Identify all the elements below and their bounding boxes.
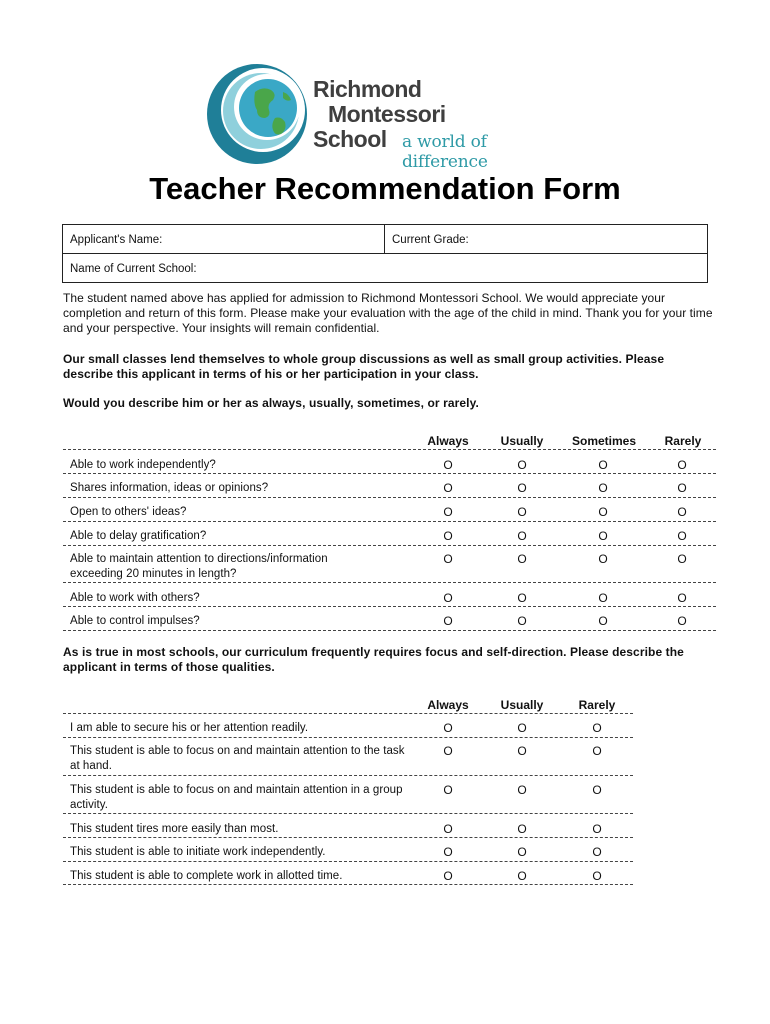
s1-option-sometimes[interactable]: O — [598, 614, 608, 628]
s2-header-always: Always — [427, 698, 469, 712]
s1-header-always: Always — [427, 434, 469, 448]
logo-text-line2: Montessori — [328, 101, 446, 127]
intro-paragraph: The student named above has applied for admission to Richmond Montessori School. We would appreciate your completion and return of this form. Please make your evaluation with the age of the child in mind. Thank you for your time and your perspective. Your insights will remain confidential. — [63, 291, 713, 335]
divider — [63, 606, 716, 607]
s1-option-always[interactable]: O — [443, 614, 453, 628]
s1-option-rarely[interactable]: O — [677, 614, 687, 628]
s2-option-rarely[interactable]: O — [592, 869, 602, 883]
s1-option-usually[interactable]: O — [517, 505, 527, 519]
s1-option-always[interactable]: O — [443, 529, 453, 543]
s1-row-label: Open to others' ideas? — [70, 506, 187, 518]
s1-option-sometimes[interactable]: O — [598, 505, 608, 519]
divider — [63, 837, 633, 838]
section1-prompt: Would you describe him or her as always, usually, sometimes, or rarely. — [63, 396, 479, 410]
s1-header-rarely: Rarely — [664, 434, 702, 448]
s2-option-usually[interactable]: O — [517, 744, 527, 758]
school-logo — [207, 62, 567, 172]
divider — [63, 630, 716, 631]
divider — [63, 861, 633, 862]
s1-header-sometimes: Sometimes — [571, 434, 637, 448]
divider — [63, 545, 716, 546]
s2-option-rarely[interactable]: O — [592, 845, 602, 859]
current-school-field[interactable]: Name of Current School: — [70, 263, 197, 275]
s2-option-usually[interactable]: O — [517, 721, 527, 735]
s1-row-label: Able to delay gratification? — [70, 530, 207, 542]
s2-option-always[interactable]: O — [443, 783, 453, 797]
s1-option-usually[interactable]: O — [517, 614, 527, 628]
s2-option-always[interactable]: O — [443, 721, 453, 735]
divider — [63, 713, 633, 714]
s1-option-rarely[interactable]: O — [677, 552, 687, 566]
s1-option-usually[interactable]: O — [517, 552, 527, 566]
s2-option-usually[interactable]: O — [517, 822, 527, 836]
divider — [63, 775, 633, 776]
s2-option-usually[interactable]: O — [517, 783, 527, 797]
logo-text-line3: School — [313, 126, 387, 152]
s2-row-label: This student is able to focus on and maintain attention in a group activity. — [70, 784, 403, 811]
s1-option-always[interactable]: O — [443, 481, 453, 495]
section1-question: Our small classes lend themselves to whole group discussions as well as small group activities. Please describe this applicant in terms of his or her participation in your class. — [63, 352, 665, 381]
s2-option-always[interactable]: O — [443, 845, 453, 859]
s1-row-label: Able to maintain attention to directions/information exceeding 20 minutes in length? — [70, 553, 328, 580]
s1-row-label: Shares information, ideas or opinions? — [70, 482, 269, 494]
s1-option-usually[interactable]: O — [517, 458, 527, 472]
s1-option-rarely[interactable]: O — [677, 505, 687, 519]
s1-option-usually[interactable]: O — [517, 591, 527, 605]
s1-option-sometimes[interactable]: O — [598, 481, 608, 495]
s1-option-sometimes[interactable]: O — [598, 552, 608, 566]
s2-row-label: This student tires more easily than most. — [70, 823, 279, 835]
s2-option-usually[interactable]: O — [517, 869, 527, 883]
s1-option-always[interactable]: O — [443, 505, 453, 519]
s1-option-usually[interactable]: O — [517, 481, 527, 495]
section2-question: As is true in most schools, our curriculum frequently requires focus and self-direction. Please describe the applicant in terms of those qualities. — [63, 645, 684, 674]
s1-option-always[interactable]: O — [443, 591, 453, 605]
s2-option-rarely[interactable]: O — [592, 744, 602, 758]
s1-option-rarely[interactable]: O — [677, 591, 687, 605]
page-title: Teacher Recommendation Form — [149, 171, 621, 206]
divider — [63, 521, 716, 522]
s2-option-rarely[interactable]: O — [592, 822, 602, 836]
divider — [63, 497, 716, 498]
logo-text-line1: Richmond — [313, 76, 422, 102]
s1-option-sometimes[interactable]: O — [598, 529, 608, 543]
s1-row-label: Able to work independently? — [70, 459, 216, 471]
s2-option-usually[interactable]: O — [517, 845, 527, 859]
s1-row-label: Able to control impulses? — [70, 615, 200, 627]
s2-option-always[interactable]: O — [443, 869, 453, 883]
applicant-info-table — [62, 224, 708, 283]
divider — [63, 813, 633, 814]
s2-row-label: This student is able to initiate work independently. — [70, 846, 326, 858]
s1-option-always[interactable]: O — [443, 552, 453, 566]
s2-option-rarely[interactable]: O — [592, 783, 602, 797]
s2-header-rarely: Rarely — [578, 698, 616, 712]
applicant-name-field[interactable]: Applicant's Name: — [63, 225, 385, 253]
s2-option-always[interactable]: O — [443, 744, 453, 758]
s2-option-rarely[interactable]: O — [592, 721, 602, 735]
divider — [63, 737, 633, 738]
current-grade-field[interactable]: Current Grade: — [392, 234, 469, 246]
s1-option-usually[interactable]: O — [517, 529, 527, 543]
divider — [63, 884, 633, 885]
s2-row-label: I am able to secure his or her attention readily. — [70, 722, 309, 734]
s2-header-usually: Usually — [500, 698, 544, 712]
s2-row-label: This student is able to focus on and maintain attention to the task at hand. — [70, 745, 405, 772]
globe-logo-icon — [207, 62, 311, 166]
s1-option-rarely[interactable]: O — [677, 481, 687, 495]
divider — [63, 473, 716, 474]
s1-option-sometimes[interactable]: O — [598, 458, 608, 472]
s1-option-always[interactable]: O — [443, 458, 453, 472]
divider — [63, 582, 716, 583]
s1-header-usually: Usually — [500, 434, 544, 448]
s1-option-rarely[interactable]: O — [677, 458, 687, 472]
s2-row-label: This student is able to complete work in allotted time. — [70, 870, 343, 882]
s1-row-label: Able to work with others? — [70, 592, 200, 604]
s1-option-sometimes[interactable]: O — [598, 591, 608, 605]
divider — [63, 449, 716, 450]
s1-option-rarely[interactable]: O — [677, 529, 687, 543]
s2-option-always[interactable]: O — [443, 822, 453, 836]
logo-tagline: a world of difference — [402, 132, 488, 172]
